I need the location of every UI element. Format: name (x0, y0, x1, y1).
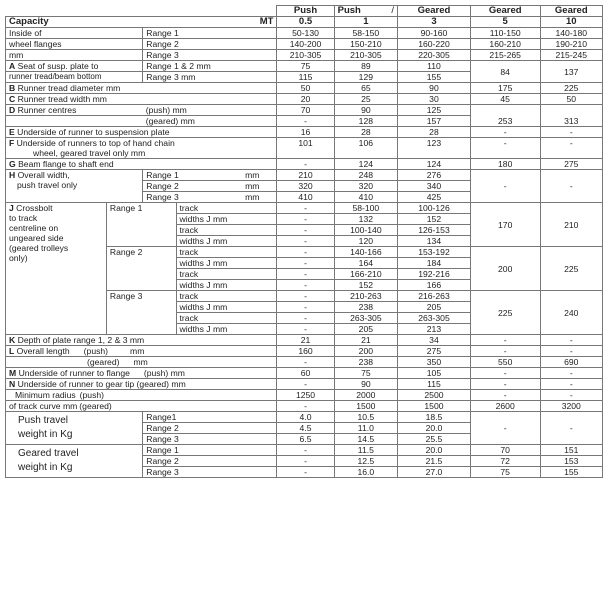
cell: 313 (540, 105, 602, 127)
cell: - (277, 379, 334, 390)
cell: 21.5 (398, 456, 471, 467)
cell: 164 (334, 258, 397, 269)
cell: 180 (470, 159, 540, 170)
cell: 155 (540, 467, 602, 478)
cell: 105 (398, 368, 471, 379)
row-j-1 (6, 203, 603, 214)
cell: 175 (470, 83, 540, 94)
cell: 21 (277, 335, 334, 346)
cell: 14.5 (334, 434, 397, 445)
inside-flanges-row-3 (6, 50, 603, 61)
cell: 120 (334, 236, 397, 247)
cell: 225 (470, 291, 540, 335)
row-f (6, 138, 603, 159)
cell: - (470, 170, 540, 203)
cell: 151 (540, 445, 602, 456)
capacity-4: 10 (540, 17, 602, 28)
cell: - (277, 357, 334, 368)
header-row-capacity (6, 17, 603, 28)
d-geared: (geared) mm (143, 116, 277, 127)
cell: 248 (334, 170, 397, 181)
cell: 220-305 (398, 50, 471, 61)
g-label: G Beam flange to shaft end (6, 159, 277, 170)
track-label: track (176, 225, 277, 236)
h-range3: Range 3 mm (143, 192, 277, 203)
cell: 184 (398, 258, 471, 269)
cell: 3200 (540, 401, 602, 412)
cell: - (277, 247, 334, 258)
cell: 550 (470, 357, 540, 368)
cell: 20.0 (398, 423, 471, 434)
cell: 210-263 (334, 291, 397, 302)
row-l-2 (6, 357, 603, 368)
cell: 1500 (398, 401, 471, 412)
range-label: Range 1 (143, 445, 277, 456)
cell: 192-216 (398, 269, 471, 280)
cell: 205 (334, 324, 397, 335)
row-h-1 (6, 170, 603, 181)
inside-flanges-row-1 (6, 28, 603, 39)
cell: 10.5 (334, 412, 397, 423)
cell: 275 (540, 159, 602, 170)
cell: 210-305 (277, 50, 334, 61)
header-row-1 (6, 6, 603, 17)
gearw-label: Geared travel weight in Kg (6, 445, 143, 478)
row-a-1 (6, 61, 603, 72)
b-label: B Runner tread diameter mm (6, 83, 277, 94)
minrad-label-2: of track curve mm (geared) (6, 401, 277, 412)
widths-label: widths J mm (176, 236, 277, 247)
cell: - (470, 390, 540, 401)
cell: 240 (540, 291, 602, 335)
j-range2: Range 2 (106, 247, 176, 291)
cell: 238 (334, 302, 397, 313)
cell: 350 (398, 357, 471, 368)
cell: 90-160 (398, 28, 471, 39)
track-label: track (176, 291, 277, 302)
cell: 18.5 (398, 412, 471, 423)
track-label: track (176, 269, 277, 280)
cell: 410 (277, 192, 334, 203)
row-c (6, 94, 603, 105)
cell: - (470, 379, 540, 390)
row-e (6, 127, 603, 138)
h-label: H Overall width, push travel only (6, 170, 143, 203)
inside-flanges-row-2 (6, 39, 603, 50)
cell: 205 (398, 302, 471, 313)
cell: 140-200 (277, 39, 334, 50)
row-b (6, 83, 603, 94)
cell: 70 (277, 105, 334, 116)
j-range1: Range 1 (106, 203, 176, 247)
cell: 410 (334, 192, 397, 203)
cell: 75 (334, 368, 397, 379)
cell: 155 (398, 72, 471, 83)
header-geared-3: Geared (540, 6, 602, 17)
capacity-3: 5 (470, 17, 540, 28)
cell: 210 (277, 170, 334, 181)
cell: 20 (277, 94, 334, 105)
cell: 58-150 (334, 28, 397, 39)
cell: 1500 (334, 401, 397, 412)
cell: 45 (470, 94, 540, 105)
cell: 124 (398, 159, 471, 170)
row-gearw-1 (6, 445, 603, 456)
widths-label: widths J mm (176, 302, 277, 313)
header-push: Push (277, 6, 334, 17)
cell: 210 (540, 203, 602, 247)
cell: 2000 (334, 390, 397, 401)
cell: 11.0 (334, 423, 397, 434)
cell: - (277, 324, 334, 335)
cell: 213 (398, 324, 471, 335)
cell: 89 (334, 61, 397, 72)
cell: 100-140 (334, 225, 397, 236)
capacity-2: 3 (398, 17, 471, 28)
cell: - (277, 467, 334, 478)
a-label-2: runner tread/beam bottom (6, 72, 143, 83)
cell: 190-210 (540, 39, 602, 50)
cell: - (540, 127, 602, 138)
cell: - (277, 116, 334, 127)
cell: 137 (540, 61, 602, 83)
cell: 153 (540, 456, 602, 467)
cell: - (277, 203, 334, 214)
cell: 320 (277, 181, 334, 192)
cell: 225 (540, 83, 602, 94)
row-minrad-2 (6, 401, 603, 412)
cell: 170 (470, 203, 540, 247)
cell: 210-305 (334, 50, 397, 61)
cell: 216-263 (398, 291, 471, 302)
cell: - (277, 313, 334, 324)
cell: 200 (334, 346, 397, 357)
cell: - (277, 280, 334, 291)
widths-label: widths J mm (176, 280, 277, 291)
cell: 101 (277, 138, 334, 159)
cell: 152 (398, 214, 471, 225)
cell: 157 (398, 116, 471, 127)
cell: - (277, 258, 334, 269)
cell: 4.5 (277, 423, 334, 434)
cell: 152 (334, 280, 397, 291)
cell: - (540, 412, 602, 445)
cell: 129 (334, 72, 397, 83)
cell: 21 (334, 335, 397, 346)
cell: - (540, 368, 602, 379)
cell: 215-245 (540, 50, 602, 61)
header-geared: Geared (398, 6, 471, 17)
inside-label-2: wheel flanges (6, 39, 143, 50)
c-label: C Runner tread width mm (6, 94, 277, 105)
cell: 134 (398, 236, 471, 247)
cell: - (470, 138, 540, 159)
range-label: Range1 (143, 412, 277, 423)
cell: - (470, 412, 540, 445)
row-minrad-1 (6, 390, 603, 401)
range-label: Range 1 (143, 28, 277, 39)
cell: 132 (334, 214, 397, 225)
cell: 320 (334, 181, 397, 192)
cell: - (277, 445, 334, 456)
cell: 60 (277, 368, 334, 379)
range-label: Range 3 (143, 50, 277, 61)
cell: 28 (334, 127, 397, 138)
cell: 160 (277, 346, 334, 357)
cell: 12.5 (334, 456, 397, 467)
cell: 4.0 (277, 412, 334, 423)
inside-label-1: Inside of (6, 28, 143, 39)
capacity-label: Capacity MT (6, 17, 277, 28)
cell: - (277, 401, 334, 412)
cell: 126-153 (398, 225, 471, 236)
a-label-1: A Seat of susp. plate to (6, 61, 143, 72)
h-range1: Range 1 mm (143, 170, 277, 181)
cell: - (277, 236, 334, 247)
j-label: J Crossbolt to track centreline on ungeared side (geared trolleys only) (6, 203, 107, 335)
cell: 16 (277, 127, 334, 138)
h-range2: Range 2 mm (143, 181, 277, 192)
widths-label: widths J mm (176, 324, 277, 335)
cell: 110 (398, 61, 471, 72)
cell: - (470, 368, 540, 379)
cell: - (540, 335, 602, 346)
spec-table-wrapper (5, 5, 603, 478)
cell: - (470, 335, 540, 346)
cell: 225 (540, 247, 602, 291)
cell: 690 (540, 357, 602, 368)
range-label: Range 3 (143, 434, 277, 445)
row-pushw-1 (6, 412, 603, 423)
spec-table (5, 5, 603, 478)
cell: 75 (277, 61, 334, 72)
cell: 84 (470, 61, 540, 83)
cell: 90 (398, 83, 471, 94)
cell: - (470, 127, 540, 138)
cell: 27.0 (398, 467, 471, 478)
cell: 50 (277, 83, 334, 94)
cell: 166-210 (334, 269, 397, 280)
blank (6, 116, 143, 127)
track-label: track (176, 313, 277, 324)
l-label-2: (geared) mm (6, 357, 277, 368)
row-k (6, 335, 603, 346)
row-m (6, 368, 603, 379)
cell: 166 (398, 280, 471, 291)
cell: 2500 (398, 390, 471, 401)
cell: - (540, 346, 602, 357)
row-g (6, 159, 603, 170)
cell: 28 (398, 127, 471, 138)
cell: 34 (398, 335, 471, 346)
cell: 72 (470, 456, 540, 467)
header-geared-2: Geared (470, 6, 540, 17)
cell: 425 (398, 192, 471, 203)
cell: 100-126 (398, 203, 471, 214)
cell: 6.5 (277, 434, 334, 445)
row-d-1 (6, 105, 603, 116)
inside-label-3: mm (6, 50, 143, 61)
cell: - (277, 214, 334, 225)
cell: 90 (334, 105, 397, 116)
cell: 20.0 (398, 445, 471, 456)
cell: 123 (398, 138, 471, 159)
track-label: track (176, 247, 277, 258)
cell: 253 (470, 105, 540, 127)
cell: 11.5 (334, 445, 397, 456)
j-range3: Range 3 (106, 291, 176, 335)
e-label: E Underside of runner to suspension plate (6, 127, 277, 138)
m-label: M Underside of runner to flange (push) mm (6, 368, 277, 379)
cell: 263-305 (398, 313, 471, 324)
cell: 50 (540, 94, 602, 105)
cell: - (470, 346, 540, 357)
cell: 110-150 (470, 28, 540, 39)
cell: 50-130 (277, 28, 334, 39)
cell: 340 (398, 181, 471, 192)
range-label: Range 2 (143, 456, 277, 467)
cell: 115 (398, 379, 471, 390)
k-label: K Depth of plate range 1, 2 & 3 mm (6, 335, 277, 346)
cell: - (277, 225, 334, 236)
widths-label: widths J mm (176, 258, 277, 269)
cell: 75 (470, 467, 540, 478)
cell: 70 (470, 445, 540, 456)
cell: 125 (398, 105, 471, 116)
cell: - (277, 159, 334, 170)
cell: 276 (398, 170, 471, 181)
cell: - (277, 302, 334, 313)
cell: 90 (334, 379, 397, 390)
capacity-1: 1 (334, 17, 397, 28)
cell: 215-265 (470, 50, 540, 61)
minrad-label-1: Minimum radius (push) (6, 390, 277, 401)
cell: - (540, 390, 602, 401)
a-range3: Range 3 mm (143, 72, 277, 83)
cell: 115 (277, 72, 334, 83)
cell: - (540, 379, 602, 390)
cell: 58-100 (334, 203, 397, 214)
cell: 124 (334, 159, 397, 170)
cell: 275 (398, 346, 471, 357)
cell: - (540, 170, 602, 203)
n-label: N Underside of runner to gear tip (geared) mm (6, 379, 277, 390)
cell: 1250 (277, 390, 334, 401)
row-n (6, 379, 603, 390)
range-label: Range 3 (143, 467, 277, 478)
cell: 153-192 (398, 247, 471, 258)
d-label: D Runner centres (6, 105, 143, 116)
cell: 160-220 (398, 39, 471, 50)
cell: 263-305 (334, 313, 397, 324)
cell: - (277, 456, 334, 467)
cell: - (540, 138, 602, 159)
a-range12: Range 1 & 2 mm (143, 61, 277, 72)
cell: 65 (334, 83, 397, 94)
cell: - (277, 269, 334, 280)
cell: 140-180 (540, 28, 602, 39)
cell: 140-166 (334, 247, 397, 258)
header-push-2: Push / (334, 6, 397, 17)
row-l-1 (6, 346, 603, 357)
l-label: L Overall length (push) mm (6, 346, 277, 357)
cell: 30 (398, 94, 471, 105)
track-label: track (176, 203, 277, 214)
cell: 238 (334, 357, 397, 368)
f-label: F Underside of runners to top of hand chain wheel, geared travel only mm (6, 138, 277, 159)
d-push: (push) mm (143, 105, 277, 116)
range-label: Range 2 (143, 39, 277, 50)
cell: 160-210 (470, 39, 540, 50)
cell: 150-210 (334, 39, 397, 50)
cell: 25.5 (398, 434, 471, 445)
cell: 128 (334, 116, 397, 127)
cell: 2600 (470, 401, 540, 412)
cell: 16.0 (334, 467, 397, 478)
cell: 25 (334, 94, 397, 105)
range-label: Range 2 (143, 423, 277, 434)
pushw-label: Push travel weight in Kg (6, 412, 143, 445)
cell: - (277, 291, 334, 302)
cell: 106 (334, 138, 397, 159)
cell: 200 (470, 247, 540, 291)
capacity-0: 0.5 (277, 17, 334, 28)
widths-label: widths J mm (176, 214, 277, 225)
